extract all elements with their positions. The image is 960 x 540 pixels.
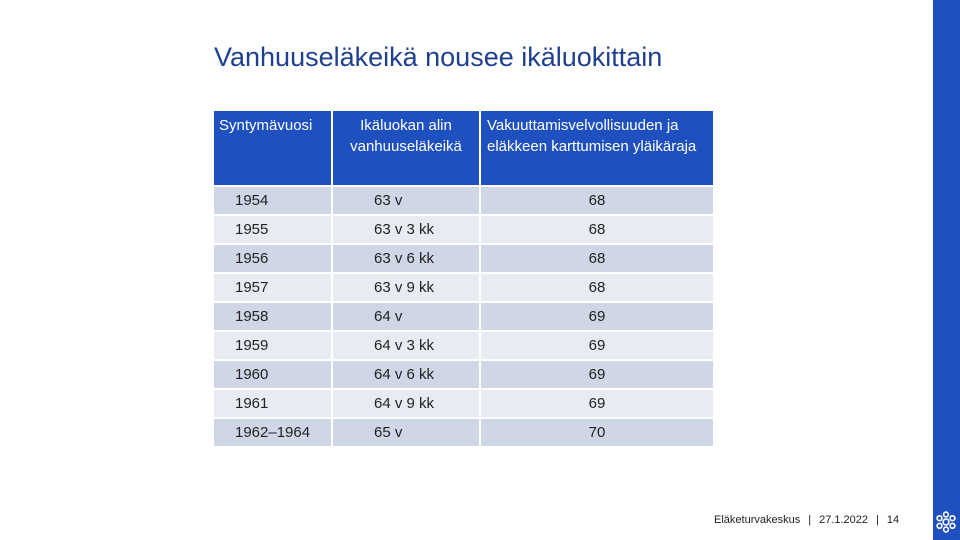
cell-birth-year: 1956 <box>214 244 332 273</box>
cell-birth-year: 1958 <box>214 302 332 331</box>
footer <box>714 514 899 526</box>
table-row <box>214 360 714 389</box>
cell-min-retirement-age: 63 v <box>332 186 480 215</box>
table-header-row <box>214 111 714 186</box>
cell-min-retirement-age: 63 v 9 kk <box>332 273 480 302</box>
cell-birth-year: 1955 <box>214 215 332 244</box>
cell-upper-age-limit: 69 <box>480 302 714 331</box>
footer-page-number: 14 <box>886 514 900 526</box>
cell-upper-age-limit: 69 <box>480 360 714 389</box>
cell-min-retirement-age: 64 v <box>332 302 480 331</box>
cell-min-retirement-age: 63 v 3 kk <box>332 215 480 244</box>
table-body <box>214 186 714 447</box>
cell-birth-year: 1961 <box>214 389 332 418</box>
footer-separator: | <box>876 514 879 526</box>
cell-upper-age-limit: 68 <box>480 215 714 244</box>
cell-birth-year: 1962–1964 <box>214 418 332 447</box>
header-upper-age-limit <box>480 111 714 186</box>
cell-min-retirement-age: 64 v 3 kk <box>332 331 480 360</box>
retirement-age-table <box>214 111 715 448</box>
cell-birth-year: 1959 <box>214 331 332 360</box>
header-birth-year: Syntymävuosi <box>214 111 332 186</box>
header-upper-age-limit-text: Vakuuttamisvelvollisuuden ja eläkkeen karttumisen yläikäraja <box>487 117 697 155</box>
table-row <box>214 273 714 302</box>
cell-min-retirement-age: 63 v 6 kk <box>332 244 480 273</box>
table-row <box>214 331 714 360</box>
cell-birth-year: 1957 <box>214 273 332 302</box>
cell-min-retirement-age: 64 v 6 kk <box>332 360 480 389</box>
table-row <box>214 186 714 215</box>
cell-upper-age-limit: 69 <box>480 331 714 360</box>
table-row <box>214 244 714 273</box>
table-row <box>214 389 714 418</box>
cell-upper-age-limit: 68 <box>480 186 714 215</box>
table-row <box>214 215 714 244</box>
slide-title: Vanhuuseläkeikä nousee ikäluokittain <box>214 42 663 72</box>
table-row <box>214 418 714 447</box>
footer-organization: Eläketurvakeskus <box>714 514 801 526</box>
footer-separator: | <box>808 514 812 526</box>
snowflake-logo-icon <box>932 508 960 536</box>
cell-upper-age-limit: 70 <box>480 418 714 447</box>
header-min-retirement-age-text: Ikäluokan alin vanhuuseläkeikä <box>350 117 462 155</box>
cell-min-retirement-age: 64 v 9 kk <box>332 389 480 418</box>
cell-upper-age-limit: 68 <box>480 244 714 273</box>
cell-upper-age-limit: 68 <box>480 273 714 302</box>
cell-birth-year: 1954 <box>214 186 332 215</box>
header-min-retirement-age <box>332 111 480 186</box>
cell-upper-age-limit: 69 <box>480 389 714 418</box>
table-row <box>214 302 714 331</box>
footer-date: 27.1.2022 <box>819 514 869 526</box>
cell-birth-year: 1960 <box>214 360 332 389</box>
side-accent-bar <box>933 0 960 540</box>
cell-min-retirement-age: 65 v <box>332 418 480 447</box>
